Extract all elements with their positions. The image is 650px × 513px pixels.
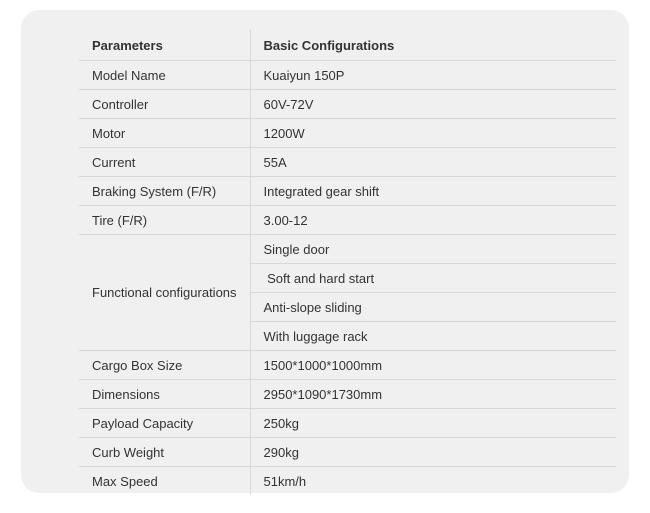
param-cell: Dimensions [79, 380, 250, 409]
value-cell: 1200W [250, 119, 616, 148]
value-cell: 3.00-12 [250, 206, 616, 235]
table-row [79, 409, 616, 438]
value-cell: 250kg [250, 409, 616, 438]
header-basic-configurations: Basic Configurations [250, 30, 616, 61]
header-parameters: Parameters [79, 30, 250, 61]
functional-value-cell: Anti-slope sliding [250, 293, 616, 322]
value-cell: 290kg [250, 438, 616, 467]
table-row [79, 467, 616, 496]
spec-panel [21, 10, 629, 493]
spec-table [79, 30, 616, 495]
value-cell: 55A [250, 148, 616, 177]
param-cell: Payload Capacity [79, 409, 250, 438]
table-row [79, 380, 616, 409]
table-row [79, 351, 616, 380]
table-row [79, 90, 616, 119]
param-cell: Max Speed [79, 467, 250, 496]
param-cell: Curb Weight [79, 438, 250, 467]
value-cell: Kuaiyun 150P [250, 61, 616, 90]
param-cell: Current [79, 148, 250, 177]
value-cell: Integrated gear shift [250, 177, 616, 206]
table-header-row [79, 30, 616, 61]
param-cell: Controller [79, 90, 250, 119]
value-cell: 2950*1090*1730mm [250, 380, 616, 409]
param-cell: Cargo Box Size [79, 351, 250, 380]
table-row [79, 438, 616, 467]
functional-configurations-cell: Functional configurations [79, 235, 250, 351]
param-cell: Braking System (F/R) [79, 177, 250, 206]
functional-value-cell: Single door [250, 235, 616, 264]
table-row [79, 61, 616, 90]
param-cell: Tire (F/R) [79, 206, 250, 235]
value-cell: 51km/h [263, 473, 307, 489]
param-cell: Model Name [79, 61, 250, 90]
param-cell: Motor [79, 119, 250, 148]
value-cell: 1500*1000*1000mm [250, 351, 616, 380]
table-row [79, 235, 616, 264]
table-row [79, 148, 616, 177]
value-cell: 60V-72V [250, 90, 616, 119]
functional-value-cell: Soft and hard start [250, 264, 616, 293]
functional-value-cell: With luggage rack [250, 322, 616, 351]
table-row [79, 206, 616, 235]
table-row [79, 177, 616, 206]
table-row [79, 119, 616, 148]
